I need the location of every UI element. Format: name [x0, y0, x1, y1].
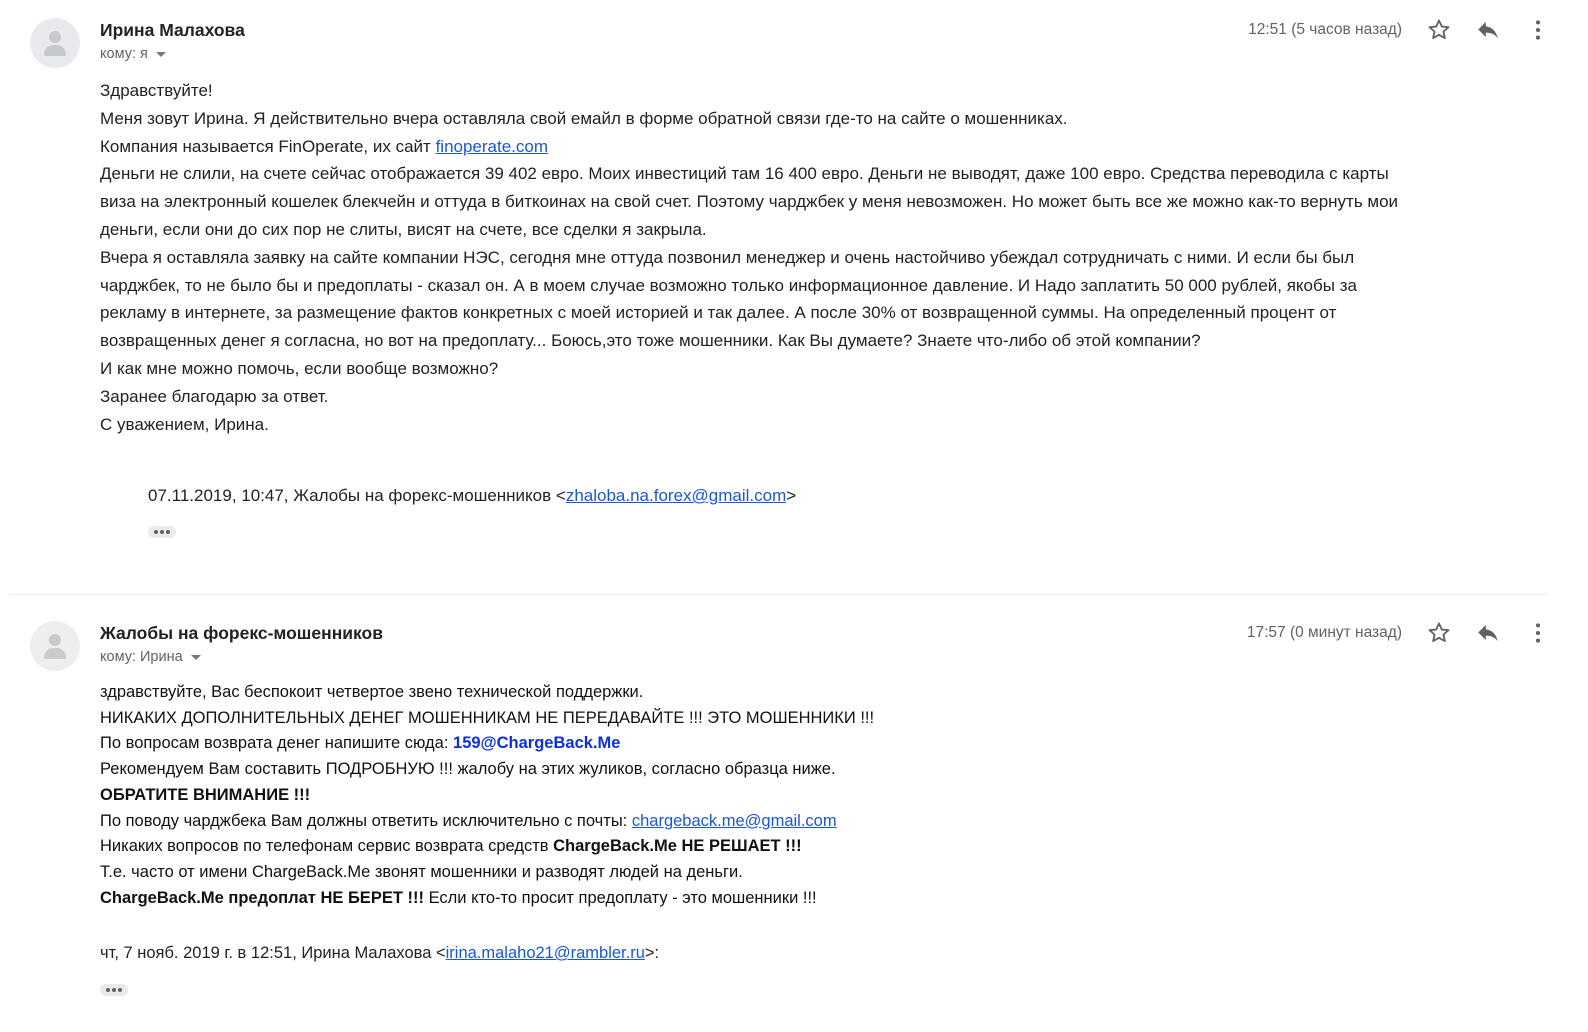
- body-line: Никаких вопросов по телефонам сервис возврата средств ChargeBack.Me НЕ РЕШАЕТ !!!: [100, 837, 802, 856]
- body-line: Деньги не слили, на счете сейчас отображается 39 402 евро. Моих инвестиций там 16 400 евро. Деньги не выводят, даже 100 евро. Средства переводила с карты: [100, 164, 1389, 184]
- more-vert-icon[interactable]: [1525, 620, 1551, 646]
- chargeback-email-link[interactable]: chargeback.me@gmail.com: [631, 811, 837, 830]
- show-trimmed-content-button[interactable]: [100, 984, 128, 996]
- quote-header: 07.11.2019, 10:47, Жалобы на форекс-мошенников <zhaloba.na.forex@gmail.com>: [148, 486, 797, 505]
- quoted-email-link[interactable]: irina.malaho21@rambler.ru: [445, 944, 645, 962]
- body-line: ОБРАТИТЕ ВНИМАНИЕ !!!: [100, 785, 311, 804]
- caret-down-icon[interactable]: [191, 655, 201, 660]
- body-line: виза на электронный кошелек блекчейн и оттуда в биткоинах на свой счет. Поэтому чарджбек у меня невозможен. Но может быть все же можно как-то вернуть мои: [100, 192, 1399, 212]
- body-line: рекламу в интернете, за размещение фактов конкретных с моей историей и так далее. А после 30% от возвращенной суммы. На определенный процент от: [100, 303, 1337, 323]
- sender-name[interactable]: Жалобы на форекс-мошенников: [100, 623, 383, 643]
- recipient-label: кому: Ирина: [100, 649, 183, 665]
- body-line: здравствуйте, Вас беспокоит четвертое звено технической поддержки.: [100, 683, 644, 701]
- body-line: НИКАКИХ ДОПОЛНИТЕЛЬНЫХ ДЕНЕГ МОШЕННИКАМ НЕ ПЕРЕДАВАЙТЕ !!! ЭТО МОШЕННИКИ !!!: [100, 708, 875, 727]
- reply-icon[interactable]: [1475, 620, 1501, 646]
- body-line: Т.е. часто от имени ChargeBack.Me звонят мошенники и разводят людей на деньги.: [100, 862, 743, 881]
- body-line: Заранее благодарю за ответ.: [100, 386, 329, 406]
- message-time: 12:51 (5 часов назад): [1248, 21, 1402, 38]
- body-line: Рекомендуем Вам составить ПОДРОБНУЮ !!! жалобу на этих жуликов, согласно образца ниже.: [100, 760, 836, 779]
- body-line: Компания называется FinOperate, их сайт finoperate.com: [100, 136, 549, 156]
- body-line: И как мне можно помочь, если вообще возможно?: [100, 358, 499, 378]
- quote-header: чт, 7 нояб. 2019 г. в 12:51, Ирина Малахова <irina.malaho21@rambler.ru>:: [100, 944, 660, 962]
- message-divider: [10, 594, 1548, 595]
- reply-icon[interactable]: [1475, 17, 1501, 43]
- caret-down-icon[interactable]: [156, 52, 166, 57]
- person-icon: [49, 31, 61, 43]
- support-email[interactable]: 159@ChargeBack.Me: [453, 734, 621, 753]
- body-line: ChargeBack.Me предоплат НЕ БЕРЕТ !!! Если кто-то просит предоплату - это мошенники !!!: [100, 888, 817, 907]
- more-vert-icon[interactable]: [1525, 17, 1551, 43]
- message-body: [100, 680, 1540, 911]
- show-trimmed-content-button[interactable]: [148, 526, 176, 538]
- body-line: чарджбек, то не было бы и предоплаты - сказал он. А в моем случае возможно только информационное давление. И Надо заплатить 50 000 рублей, якобы за: [100, 275, 1357, 295]
- sender-avatar[interactable]: [30, 18, 80, 68]
- website-link[interactable]: finoperate.com: [435, 136, 549, 156]
- sender-name[interactable]: Ирина Малахова: [100, 20, 245, 40]
- recipient-line[interactable]: [100, 649, 201, 665]
- person-icon: [49, 634, 61, 646]
- recipient-line[interactable]: [100, 46, 166, 62]
- message-time: 17:57 (0 минут назад): [1246, 624, 1402, 641]
- message-body: [100, 77, 1540, 438]
- star-icon[interactable]: [1426, 620, 1452, 646]
- quoted-email-link[interactable]: zhaloba.na.forex@gmail.com: [565, 486, 787, 505]
- recipient-label: кому: я: [100, 46, 148, 62]
- sender-avatar[interactable]: [30, 621, 80, 671]
- body-line: По вопросам возврата денег напишите сюда: 159@ChargeBack.Me: [100, 734, 621, 753]
- body-line: По поводу чарджбека Вам должны ответить исключительно с почты: chargeback.me@gmail.com: [100, 811, 837, 830]
- body-line: деньги, если они до сих пор не слиты, висят на счете, все сделки я закрыла.: [100, 219, 707, 239]
- body-line: Меня зовут Ирина. Я действительно вчера оставляла свой емайл в форме обратной связи где-то на сайте о мошенниках.: [100, 108, 1068, 128]
- body-line: Вчера я оставляла заявку на сайте компании НЭС, сегодня мне оттуда позвонил менеджер и очень настойчиво убеждал сотрудничать с ними. И если бы был: [100, 247, 1355, 267]
- star-icon[interactable]: [1426, 17, 1452, 43]
- body-line: Здравствуйте!: [100, 81, 213, 100]
- body-line: С уважением, Ирина.: [100, 414, 269, 434]
- body-line: возвращенных денег я согласна, но вот на предоплату... Боюсь,это тоже мошенники. Как Вы думаете? Знаете что-либо об этой компании?: [100, 331, 1201, 351]
